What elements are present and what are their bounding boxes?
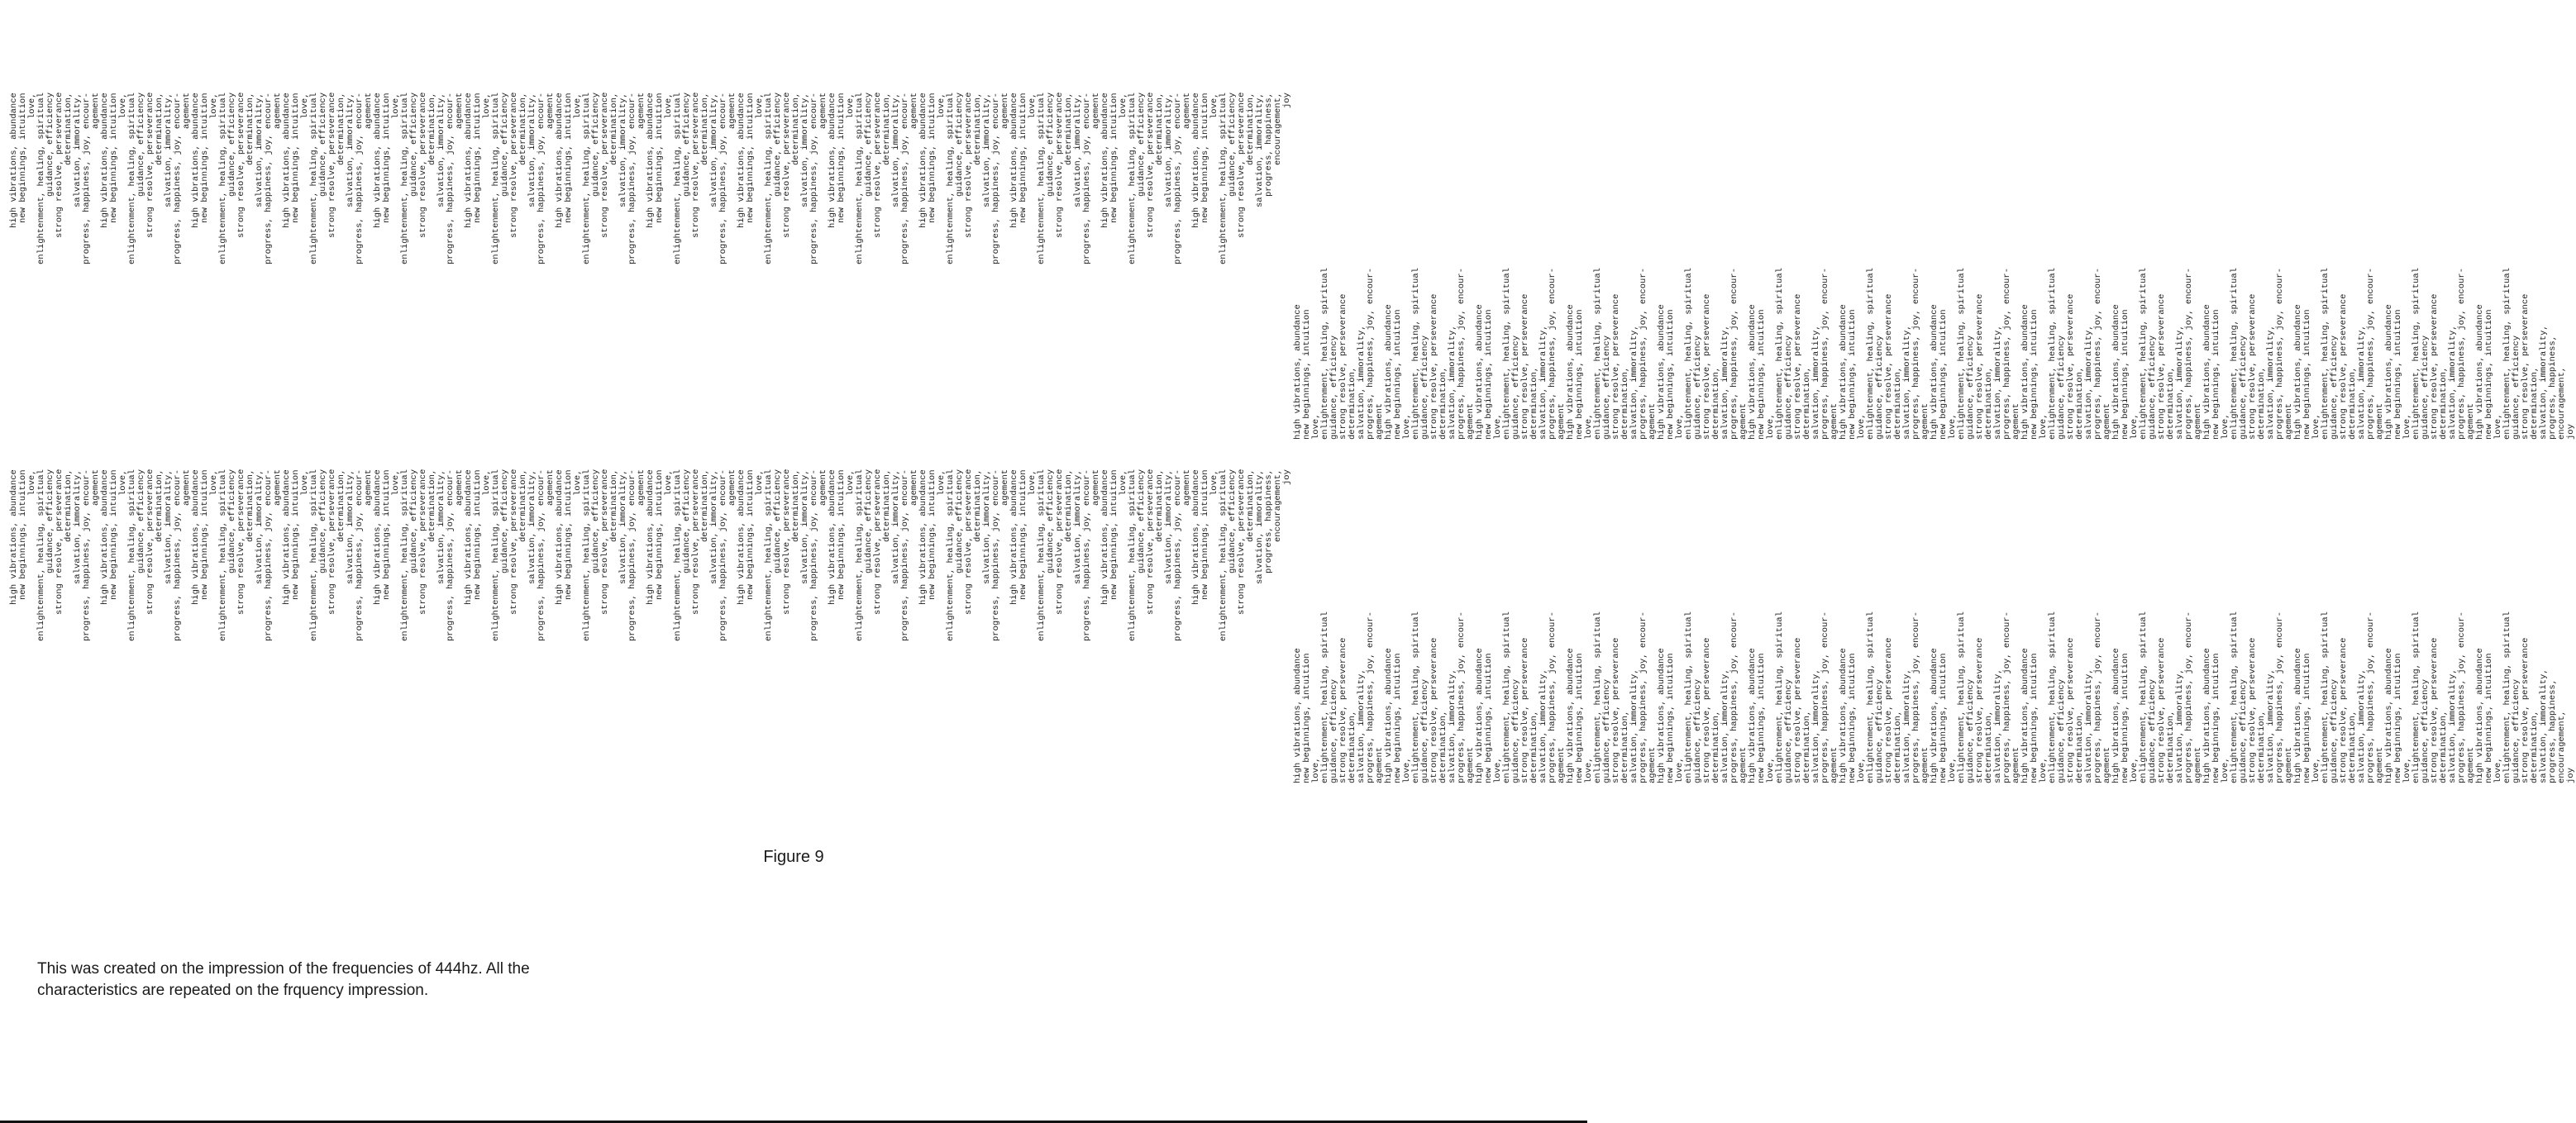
poem-band-bottom bbox=[9, 469, 2576, 783]
poem-band-top bbox=[9, 93, 2576, 440]
poem-block-top-right-aligned: high vibrations, abundance new beginnings, intuition love, enlightenment, healing, spiritual guidance, efficiency strong resolve, perseverance determination, salvation, immorality, progress, happiness, joy, encour- agement high vibrations, abundance new beginnings, intuition love, enlightenment, healing, spiritual guidance, efficiency strong resolve, perseverance determination, salvation, immorality, progress, happiness, joy, encour- agement high vibrations, abundance new beginnings, intuition love, enlightenment, healing, spiritual guidance, efficiency strong resolve, perseverance determination, salvation, immorality, progress, happiness, joy, encour- agement high vibrations, abundance new beginnings, intuition love, enlightenment, healing, spiritual guidance, efficiency strong resolve, perseverance determination, salvation, immorality, progress, happiness, joy, encour- agement high vibrations, abundance new beginnings, intuition love, enlightenment, healing, spiritual guidance, efficiency strong resolve, perseverance determination, salvation, immorality, progress, happiness, joy, encour- agement high vibrations, abundance new beginnings, intuition love, enlightenment, healing, spiritual guidance, efficiency strong resolve, perseverance determination, salvation, immorality, progress, happiness, joy, encour- agement high vibrations, abundance new beginnings, intuition love, enlightenment, healing, spiritual guidance, efficiency strong resolve, perseverance determination, salvation, immorality, progress, happiness, joy, encour- agement high vibrations, abundance new beginnings, intuition love, enlightenment, healing, spiritual guidance, efficiency strong resolve, perseverance determination, salvation, immorality, progress, happiness, joy, encour- agement high vibrations, abundance new beginnings, intuition love, enlightenment, healing, spiritual guidance, efficiency strong resolve, perseverance determination, salvation, immorality, progress, happiness, joy, encour- agement high vibrations, abundance new beginnings, intuition love, enlightenment, healing, spiritual guidance, efficiency strong resolve, perseverance determination, salvation, immorality, progress, happiness, joy, encour- agement high vibrations, abundance new beginnings, intuition love, enlightenment, healing, spiritual guidance, efficiency strong resolve, perseverance determination, salvation, immorality, progress, happiness, joy, encour- agement high vibrations, abundance new beginnings, intuition love, enlightenment, healing, spiritual guidance, efficiency strong resolve, perseverance determination, salvation, immorality, progress, happiness, joy, encour- agement high vibrations, abundance new beginnings, intuition love, enlightenment, healing, spiritual guidance, efficiency strong resolve, perseverance determination, salvation, immorality, progress, happiness, joy, encour- agement high vibrations, abundance new beginnings, intuition love, enlightenment, healing, spiritual guidance, efficiency strong resolve, perseverance determination, salvation, immorality, progress, happiness, encouragement, joy bbox=[9, 93, 1292, 264]
poem-block-bottom-left-aligned: high vibrations, abundance new beginnings, intuition love, enlightenment, healing, spiritual guidance, efficiency strong resolve, perseverance determination, salvation, immorality, progress, happiness, joy, encour- agement high vibrations, abundance new beginnings, intuition love, enlightenment, healing, spiritual guidance, efficiency strong resolve, perseverance determination, salvation, immorality, progress, happiness, joy, encour- agement high vibrations, abundance new beginnings, intuition love, enlightenment, healing, spiritual guidance, efficiency strong resolve, perseverance determination, salvation, immorality, progress, happiness, joy, encour- agement high vibrations, abundance new beginnings, intuition love, enlightenment, healing, spiritual guidance, efficiency strong resolve, perseverance determination, salvation, immorality, progress, happiness, joy, encour- agement high vibrations, abundance new beginnings, intuition love, enlightenment, healing, spiritual guidance, efficiency strong resolve, perseverance determination, salvation, immorality, progress, happiness, joy, encour- agement high vibrations, abundance new beginnings, intuition love, enlightenment, healing, spiritual guidance, efficiency strong resolve, perseverance determination, salvation, immorality, progress, happiness, joy, encour- agement high vibrations, abundance new beginnings, intuition love, enlightenment, healing, spiritual guidance, efficiency strong resolve, perseverance determination, salvation, immorality, progress, happiness, joy, encour- agement high vibrations, abundance new beginnings, intuition love, enlightenment, healing, spiritual guidance, efficiency strong resolve, perseverance determination, salvation, immorality, progress, happiness, joy, encour- agement high vibrations, abundance new beginnings, intuition love, enlightenment, healing, spiritual guidance, efficiency strong resolve, perseverance determination, salvation, immorality, progress, happiness, joy, encour- agement high vibrations, abundance new beginnings, intuition love, enlightenment, healing, spiritual guidance, efficiency strong resolve, perseverance determination, salvation, immorality, progress, happiness, joy, encour- agement high vibrations, abundance new beginnings, intuition love, enlightenment, healing, spiritual guidance, efficiency strong resolve, perseverance determination, salvation, immorality, progress, happiness, joy, encour- agement high vibrations, abundance new beginnings, intuition love, enlightenment, healing, spiritual guidance, efficiency strong resolve, perseverance determination, salvation, immorality, progress, happiness, joy, encour- agement high vibrations, abundance new beginnings, intuition love, enlightenment, healing, spiritual guidance, efficiency strong resolve, perseverance determination, salvation, immorality, progress, happiness, joy, encour- agement high vibrations, abundance new beginnings, intuition love, enlightenment, healing, spiritual guidance, efficiency strong resolve, perseverance determination, salvation, immorality, progress, happiness, encouragement, joy bbox=[1293, 611, 2576, 783]
poem-grid-bottom bbox=[9, 469, 2576, 783]
poem-grid-top bbox=[9, 93, 2576, 440]
poem-block-bottom-right-aligned: high vibrations, abundance new beginnings, intuition love, enlightenment, healing, spiritual guidance, efficiency strong resolve, perseverance determination, salvation, immorality, progress, happiness, joy, encour- agement high vibrations, abundance new beginnings, intuition love, enlightenment, healing, spiritual guidance, efficiency strong resolve, perseverance determination, salvation, immorality, progress, happiness, joy, encour- agement high vibrations, abundance new beginnings, intuition love, enlightenment, healing, spiritual guidance, efficiency strong resolve, perseverance determination, salvation, immorality, progress, happiness, joy, encour- agement high vibrations, abundance new beginnings, intuition love, enlightenment, healing, spiritual guidance, efficiency strong resolve, perseverance determination, salvation, immorality, progress, happiness, joy, encour- agement high vibrations, abundance new beginnings, intuition love, enlightenment, healing, spiritual guidance, efficiency strong resolve, perseverance determination, salvation, immorality, progress, happiness, joy, encour- agement high vibrations, abundance new beginnings, intuition love, enlightenment, healing, spiritual guidance, efficiency strong resolve, perseverance determination, salvation, immorality, progress, happiness, joy, encour- agement high vibrations, abundance new beginnings, intuition love, enlightenment, healing, spiritual guidance, efficiency strong resolve, perseverance determination, salvation, immorality, progress, happiness, joy, encour- agement high vibrations, abundance new beginnings, intuition love, enlightenment, healing, spiritual guidance, efficiency strong resolve, perseverance determination, salvation, immorality, progress, happiness, joy, encour- agement high vibrations, abundance new beginnings, intuition love, enlightenment, healing, spiritual guidance, efficiency strong resolve, perseverance determination, salvation, immorality, progress, happiness, joy, encour- agement high vibrations, abundance new beginnings, intuition love, enlightenment, healing, spiritual guidance, efficiency strong resolve, perseverance determination, salvation, immorality, progress, happiness, joy, encour- agement high vibrations, abundance new beginnings, intuition love, enlightenment, healing, spiritual guidance, efficiency strong resolve, perseverance determination, salvation, immorality, progress, happiness, joy, encour- agement high vibrations, abundance new beginnings, intuition love, enlightenment, healing, spiritual guidance, efficiency strong resolve, perseverance determination, salvation, immorality, progress, happiness, joy, encour- agement high vibrations, abundance new beginnings, intuition love, enlightenment, healing, spiritual guidance, efficiency strong resolve, perseverance determination, salvation, immorality, progress, happiness, joy, encour- agement high vibrations, abundance new beginnings, intuition love, enlightenment, healing, spiritual guidance, efficiency strong resolve, perseverance determination, salvation, immorality, progress, happiness, encouragement, joy bbox=[9, 469, 1292, 641]
figure-caption: Figure 9 bbox=[763, 848, 824, 866]
poem-block-top-left-aligned: high vibrations, abundance new beginnings, intuition love, enlightenment, healing, spiritual guidance, efficiency strong resolve, perseverance determination, salvation, immorality, progress, happiness, joy, encour- agement high vibrations, abundance new beginnings, intuition love, enlightenment, healing, spiritual guidance, efficiency strong resolve, perseverance determination, salvation, immorality, progress, happiness, joy, encour- agement high vibrations, abundance new beginnings, intuition love, enlightenment, healing, spiritual guidance, efficiency strong resolve, perseverance determination, salvation, immorality, progress, happiness, joy, encour- agement high vibrations, abundance new beginnings, intuition love, enlightenment, healing, spiritual guidance, efficiency strong resolve, perseverance determination, salvation, immorality, progress, happiness, joy, encour- agement high vibrations, abundance new beginnings, intuition love, enlightenment, healing, spiritual guidance, efficiency strong resolve, perseverance determination, salvation, immorality, progress, happiness, joy, encour- agement high vibrations, abundance new beginnings, intuition love, enlightenment, healing, spiritual guidance, efficiency strong resolve, perseverance determination, salvation, immorality, progress, happiness, joy, encour- agement high vibrations, abundance new beginnings, intuition love, enlightenment, healing, spiritual guidance, efficiency strong resolve, perseverance determination, salvation, immorality, progress, happiness, joy, encour- agement high vibrations, abundance new beginnings, intuition love, enlightenment, healing, spiritual guidance, efficiency strong resolve, perseverance determination, salvation, immorality, progress, happiness, joy, encour- agement high vibrations, abundance new beginnings, intuition love, enlightenment, healing, spiritual guidance, efficiency strong resolve, perseverance determination, salvation, immorality, progress, happiness, joy, encour- agement high vibrations, abundance new beginnings, intuition love, enlightenment, healing, spiritual guidance, efficiency strong resolve, perseverance determination, salvation, immorality, progress, happiness, joy, encour- agement high vibrations, abundance new beginnings, intuition love, enlightenment, healing, spiritual guidance, efficiency strong resolve, perseverance determination, salvation, immorality, progress, happiness, joy, encour- agement high vibrations, abundance new beginnings, intuition love, enlightenment, healing, spiritual guidance, efficiency strong resolve, perseverance determination, salvation, immorality, progress, happiness, joy, encour- agement high vibrations, abundance new beginnings, intuition love, enlightenment, healing, spiritual guidance, efficiency strong resolve, perseverance determination, salvation, immorality, progress, happiness, joy, encour- agement high vibrations, abundance new beginnings, intuition love, enlightenment, healing, spiritual guidance, efficiency strong resolve, perseverance determination, salvation, immorality, progress, happiness, encouragement, joy bbox=[1293, 268, 2576, 440]
figure-description: This was created on the impression of the frequencies of 444hz. All the characteristics are repeated on the frquency impression. bbox=[37, 960, 530, 999]
